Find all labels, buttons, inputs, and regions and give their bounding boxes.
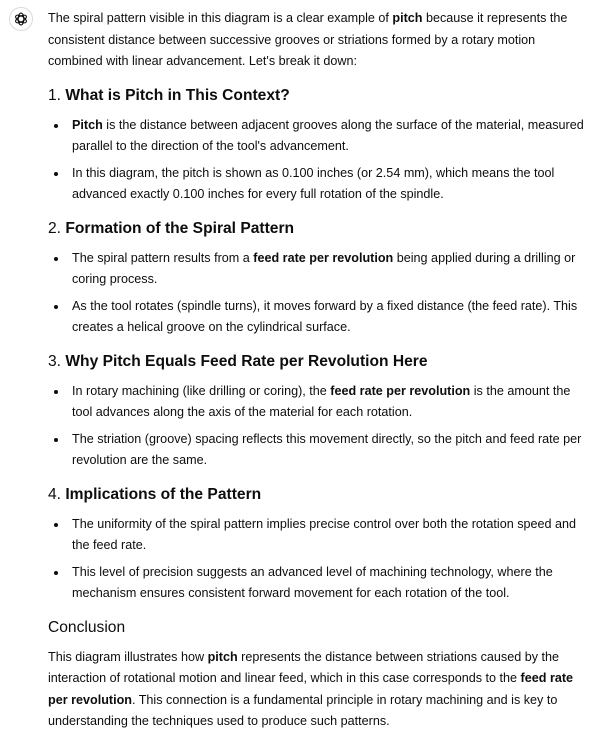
conclusion-text-3: . This connection is a fundamental principle in rotary machining and is key to understanding the techniques used to produce such patterns. — [48, 692, 558, 728]
conclusion-heading: Conclusion — [48, 618, 126, 636]
intro-text-2: because it represents the consistent distance between successive grooves or striations formed by a rotary motion combined with linear advancement. Let's break it down: — [48, 11, 568, 68]
section-3-heading — [48, 352, 586, 372]
list-item — [48, 115, 586, 158]
section-3-number: 3. — [48, 352, 66, 370]
bullet-bold: feed rate per revolution — [253, 250, 394, 265]
message-content — [48, 8, 586, 733]
bullet-bold: Pitch — [72, 117, 103, 132]
bullet-text: is the distance between adjacent grooves along the surface of the material, measured parallel to the direction of the tool's advancement. — [72, 117, 584, 153]
conclusion-text-2: represents the distance between striations caused by the interaction of rotational motion and linear feed, which in this case corresponds to the — [48, 649, 560, 685]
section-4-number: 4. — [48, 485, 66, 503]
list-item — [48, 514, 586, 557]
list-item — [48, 296, 586, 339]
bullet-text: This level of precision suggests an advanced level of machining technology, where the mechanism ensures consistent forward movement for each rotation of the tool. — [72, 564, 553, 600]
bullet-text: The uniformity of the spiral pattern implies precise control over both the rotation speed and the feed rate. — [72, 516, 577, 552]
bullet-text: being applied during a drilling or coring process. — [72, 250, 576, 286]
section-1-list — [48, 115, 586, 206]
intro-bold-pitch: pitch — [392, 11, 423, 25]
list-item — [48, 248, 586, 291]
section-3-title: Why Pitch Equals Feed Rate per Revolution Here — [65, 352, 428, 370]
conclusion-bold-feed-rate: feed rate per revolution — [48, 671, 574, 707]
section-2-title: Formation of the Spiral Pattern — [65, 219, 295, 237]
section-1-title: What is Pitch in This Context? — [65, 86, 290, 104]
list-item — [48, 429, 586, 472]
section-4-heading — [48, 485, 586, 505]
openai-logo-icon — [9, 7, 33, 31]
conclusion-text-1: This diagram illustrates how — [48, 649, 208, 664]
section-1-heading — [48, 86, 586, 106]
bullet-text: is the amount the tool advances along the axis of the material for each rotation. — [72, 383, 571, 419]
section-4-title: Implications of the Pattern — [65, 485, 262, 503]
list-item — [48, 381, 586, 424]
section-1-number: 1. — [48, 86, 66, 104]
bullet-text: As the tool rotates (spindle turns), it moves forward by a fixed distance (the feed rate). This creates a helical groove on the cylindrical surface. — [72, 298, 578, 334]
section-2-list — [48, 248, 586, 339]
section-2-number: 2. — [48, 219, 66, 237]
bullet-text: In rotary machining (like drilling or coring), the — [72, 383, 331, 398]
conclusion-paragraph — [48, 647, 586, 733]
section-2-heading — [48, 219, 586, 239]
section-3-list — [48, 381, 586, 472]
bullet-bold: feed rate per revolution — [330, 383, 471, 398]
list-item — [48, 163, 586, 206]
bullet-text: The striation (groove) spacing reflects this movement directly, so the pitch and feed rate per revolution are the same. — [72, 431, 582, 467]
bullet-text: The spiral pattern results from a — [72, 250, 254, 265]
section-4-list — [48, 514, 586, 605]
conclusion-bold-pitch: pitch — [207, 649, 238, 664]
list-item — [48, 562, 586, 605]
bullet-text: In this diagram, the pitch is shown as 0.100 inches (or 2.54 mm), which means the tool advanced exactly 0.100 inches for every full rotation of the spindle. — [72, 165, 555, 201]
intro-paragraph — [48, 8, 586, 73]
intro-text-1: The spiral pattern visible in this diagram is a clear example of — [48, 11, 393, 25]
